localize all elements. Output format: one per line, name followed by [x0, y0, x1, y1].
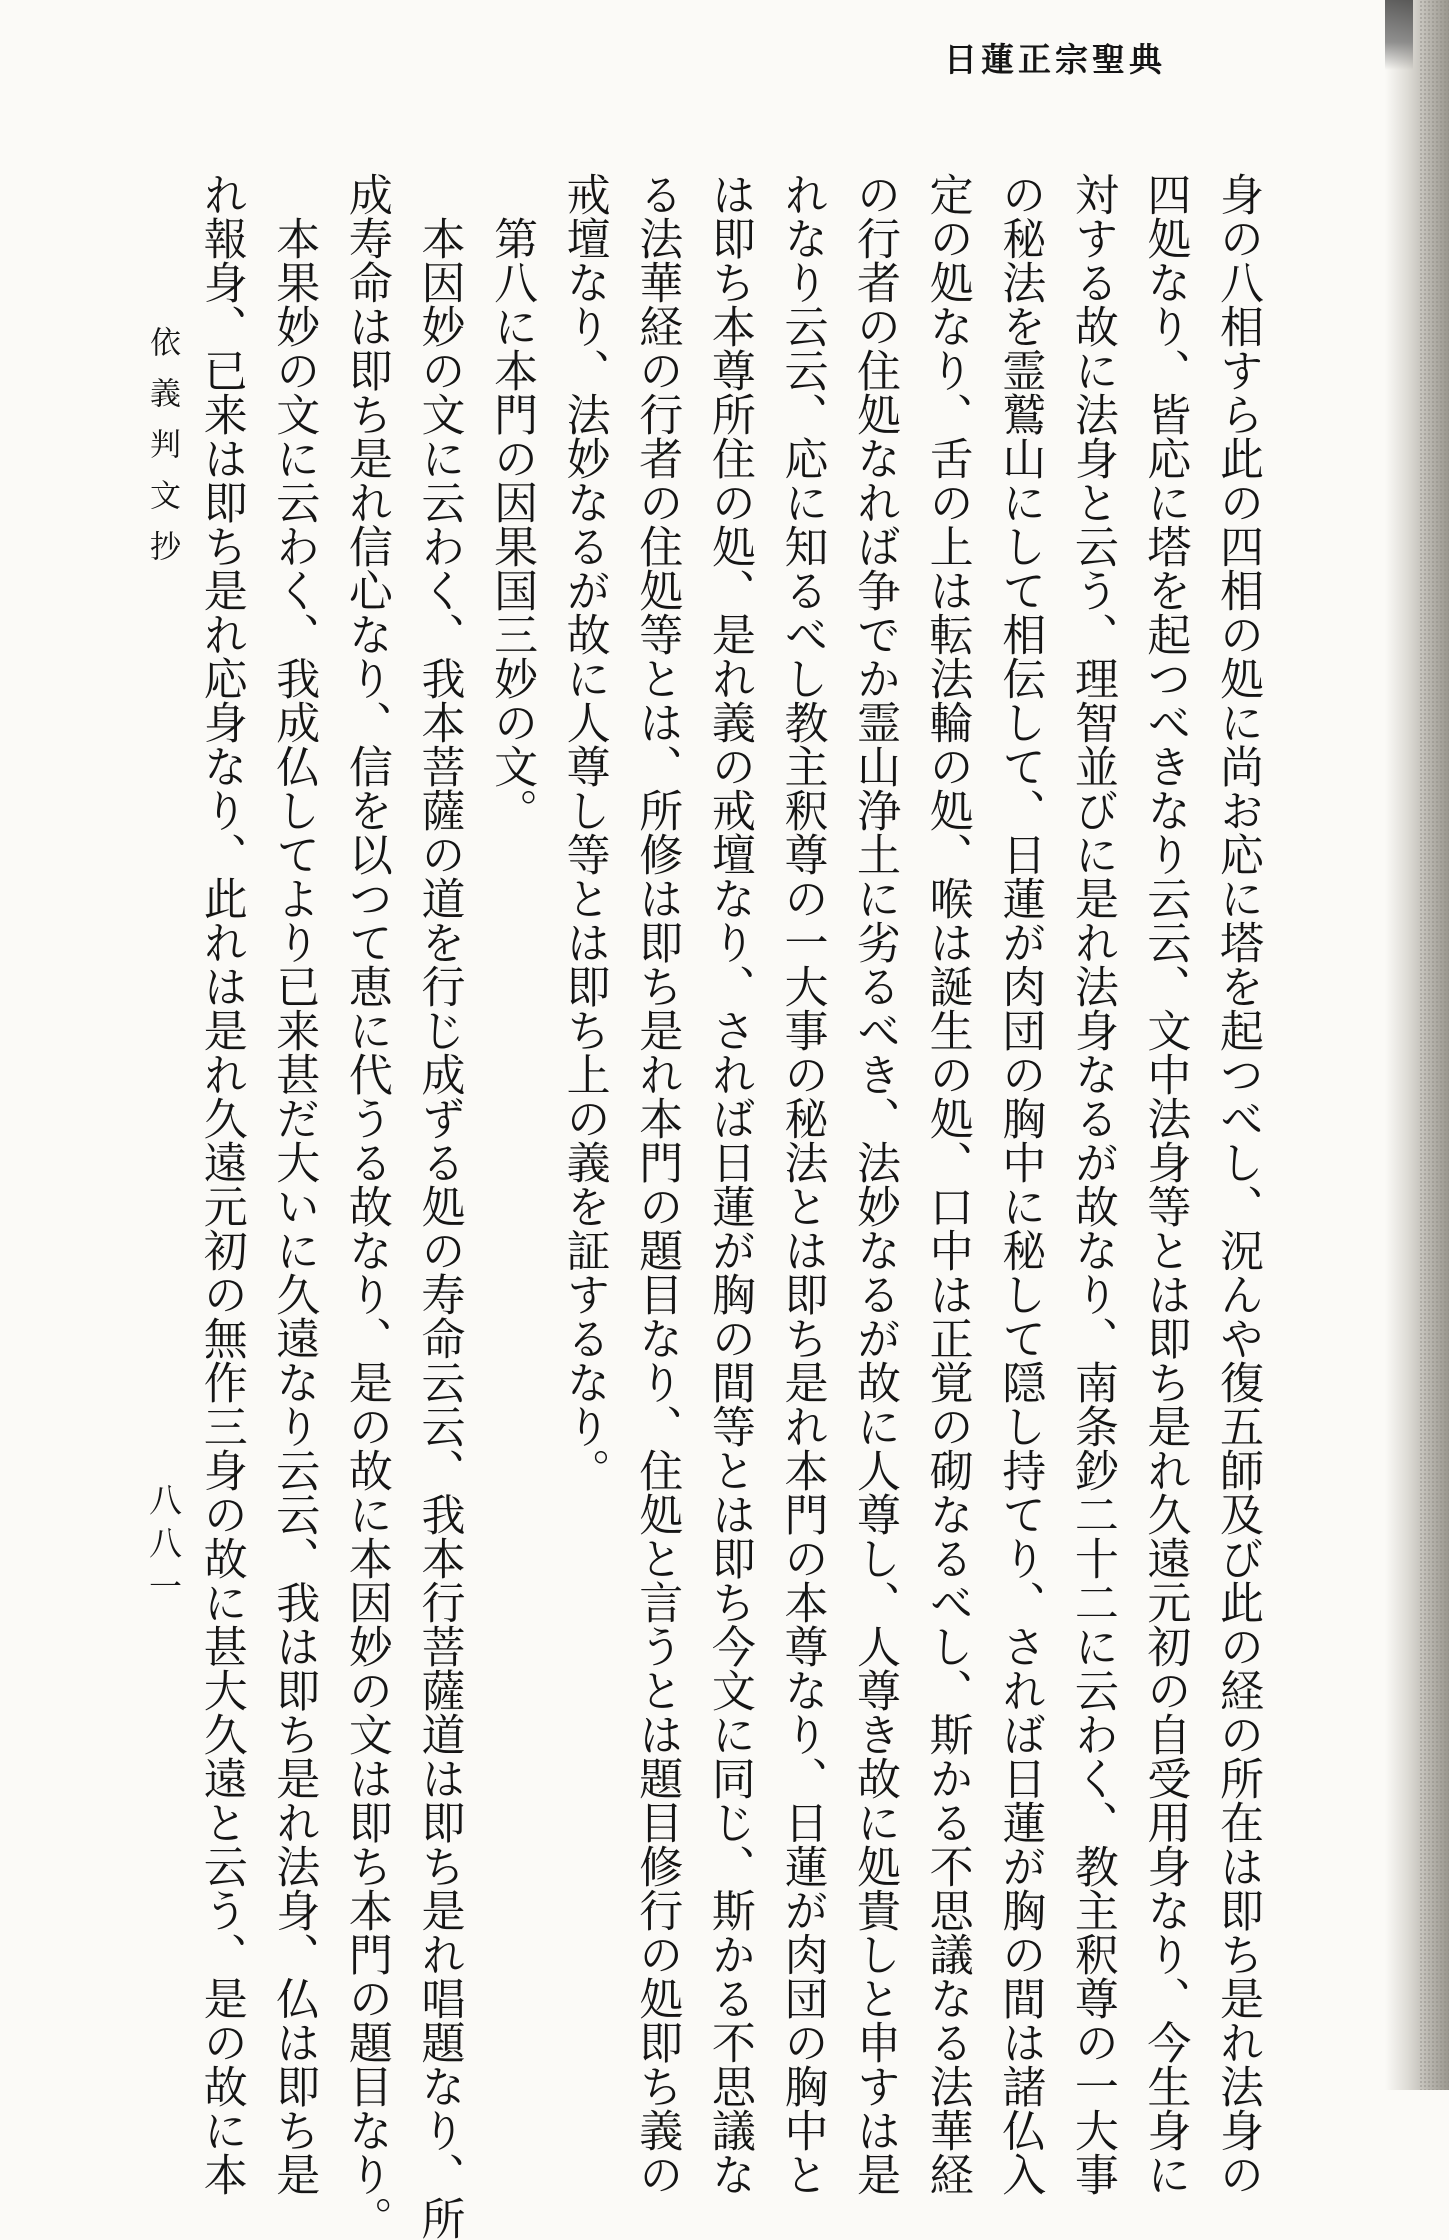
- page-corner-fold: [1385, 0, 1413, 70]
- page-edge-texture: [1419, 0, 1449, 2090]
- text-line: は即ち本尊所住の処、是れ義の戒壇なり、されば日蓮が胸の間等とは即ち今文に同じ、斯かる不思議な: [703, 172, 755, 2196]
- text-line: 戒壇なり、法妙なるが故に人尊し等とは即ち上の義を証するなり。: [558, 172, 610, 1492]
- paragraph-start-line: 本因妙の文に云わく、我本菩薩の道を行じ成ずる処の寿命云云、我本行菩薩道は即ち是れ唱題なり、所: [413, 216, 465, 2240]
- text-line: 定の処なり、舌の上は転法輪の処、喉は誕生の処、口中は正覚の砌なるべし、斯かる不思議なる法華経: [921, 172, 973, 2196]
- text-line: る法華経の行者の住処等とは、所修は即ち是れ本門の題目なり、住処と言うとは題目修行の処即ち義の: [631, 172, 683, 2196]
- vertical-text-body: [184, 172, 1273, 2240]
- running-title: 依義判文抄: [144, 326, 180, 581]
- text-line: 四処なり、皆応に塔を起つべきなり云云、文中法身等とは即ち是れ久遠元初の自受用身なり、今生身に: [1139, 172, 1191, 2196]
- book-title-header: 日蓮正宗聖典: [944, 40, 1166, 79]
- text-line: の行者の住処なれば争でか霊山浄土に劣るべき、法妙なるが故に人尊し、人尊き故に処貴しと申すは是: [849, 172, 901, 2196]
- text-line: の秘法を霊鷲山にして相伝して、日蓮が肉団の胸中に秘して隠し持てり、されば日蓮が胸の間は諸仏入: [994, 172, 1046, 2196]
- text-line: 対する故に法身と云う、理智並びに是れ法身なるが故なり、南条鈔二十二に云わく、教主釈尊の一大事: [1066, 172, 1118, 2196]
- text-line: れなり云云、応に知るべし教主釈尊の一大事の秘法とは即ち是れ本門の本尊なり、日蓮が肉団の胸中と: [776, 172, 828, 2196]
- page-number: 八八一: [144, 1483, 183, 1612]
- section-heading-line: 第八に本門の因果国三妙の文。: [486, 216, 538, 832]
- text-line: 成寿命は即ち是れ信心なり、信を以つて恵に代うる故なり、是の故に本因妙の文は即ち本門の題目なり。: [340, 172, 392, 2240]
- text-line: れ報身、已来は即ち是れ応身なり、此れは是れ久遠元初の無作三身の故に甚大久遠と云う、是の故に本: [195, 172, 247, 2196]
- paragraph-start-line: 本果妙の文に云わく、我成仏してより已来甚だ大いに久遠なり云云、我は即ち是れ法身、仏は即ち是: [268, 216, 320, 2196]
- text-line: 身の八相すら此の四相の処に尚お応に塔を起つべし、況んや復五師及び此の経の所在は即ち是れ法身の: [1212, 172, 1263, 2196]
